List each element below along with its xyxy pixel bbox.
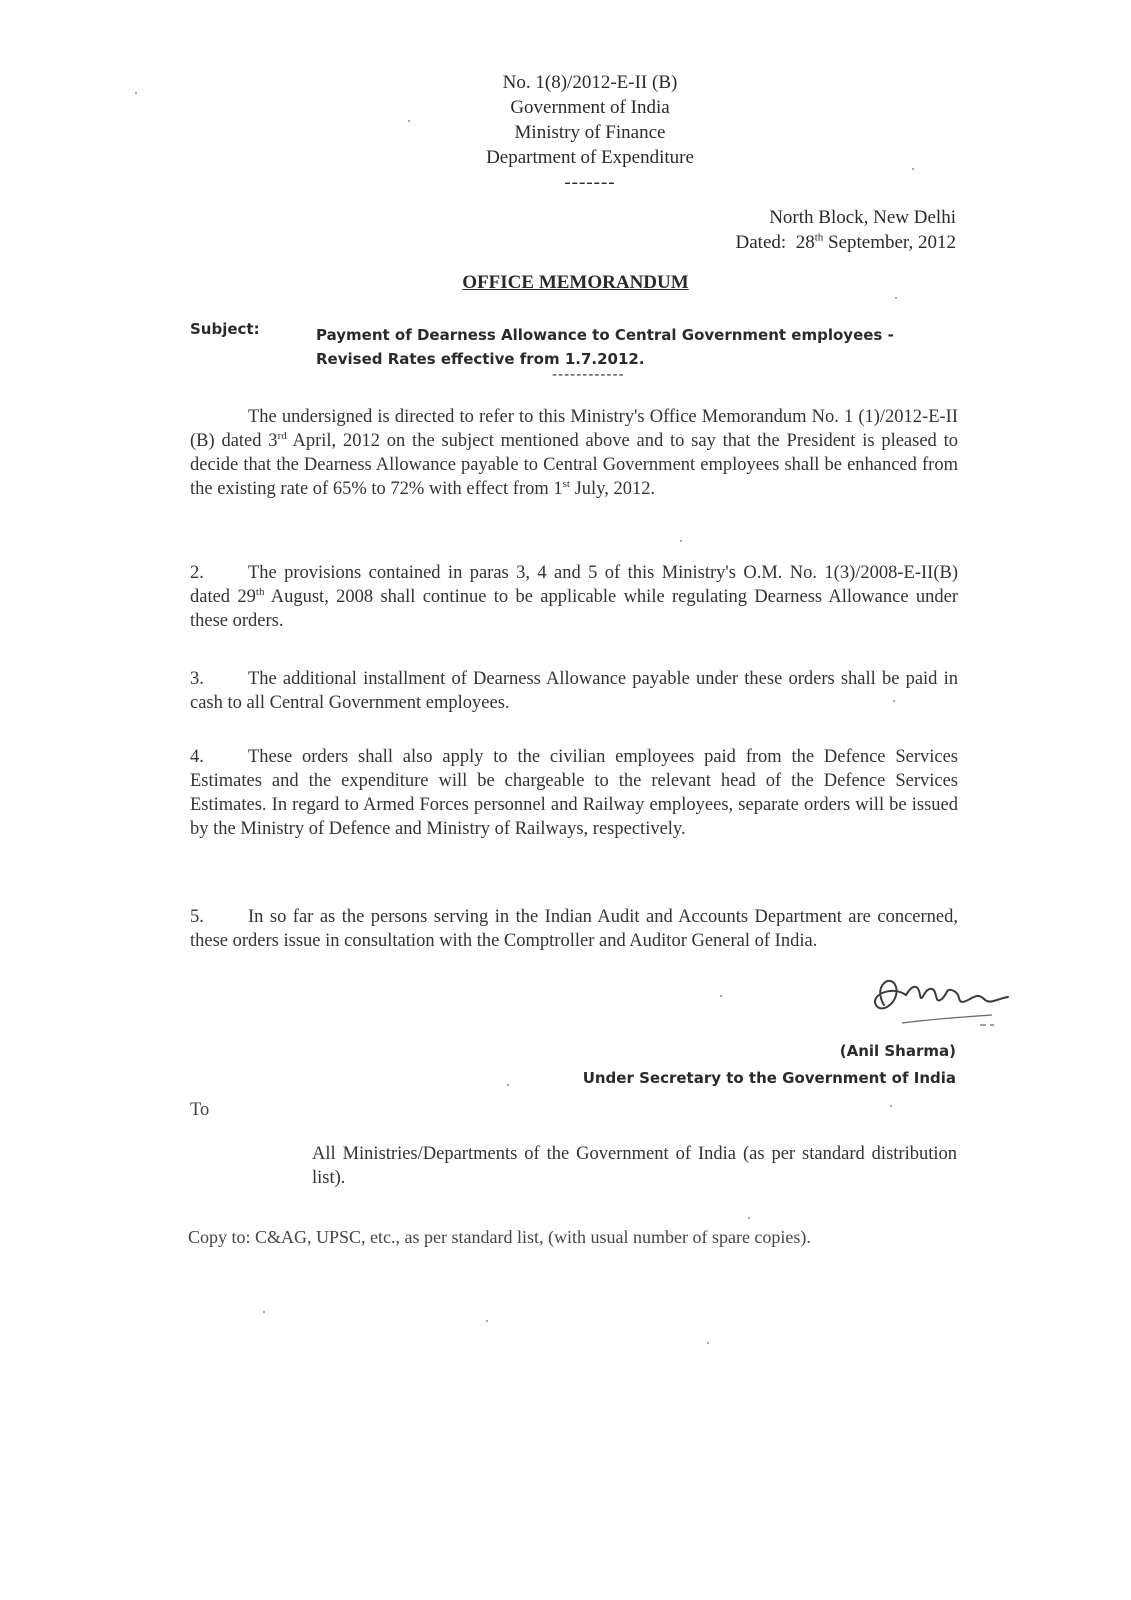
subject-text [316,323,916,371]
file-number: No. 1(8)/2012-E-II (B) [502,72,678,93]
government-name: Government of India [510,97,670,118]
scan-speck [748,1217,750,1219]
handwritten-signature [862,965,1022,1035]
paragraph-4-number: 4. [190,747,204,767]
paragraph-4 [190,745,958,841]
paragraph-1-text-c: July, 2012. [569,479,656,499]
paragraph-3-text: The additional installment of Dearness Allowance payable under these orders shall be paid in cash to all Central Government employees. [190,669,958,713]
scan-speck [707,1342,709,1344]
department-name: Department of Expenditure [486,147,694,168]
signatory-block [583,1038,956,1092]
scan-speck [680,540,682,542]
to-label: To [190,1100,210,1120]
paragraph-2-text-b: August, 2008 shall continue to be applicable while regulating Dearness Allowance under these orders. [190,587,958,631]
paragraph-2 [190,561,958,633]
header-separator: ------- [564,172,616,193]
scan-speck [507,1084,509,1086]
document-title: OFFICE MEMORANDUM [462,272,689,293]
paragraph-1-sup-2: st [562,477,570,490]
subject-label: Subject: [190,320,260,338]
place-date-block [736,205,956,255]
recipients-list: All Ministries/Departments of the Government of India (as per standard distribution list). [312,1144,957,1188]
signatory-designation: Under Secretary to the Government of India [582,1069,956,1087]
date-suffix: th [814,231,824,244]
ministry-name: Ministry of Finance [514,122,666,143]
scan-speck [890,1105,892,1107]
scan-speck [486,1320,488,1322]
paragraph-1-sup-1: rd [277,429,287,442]
issue-date [736,230,956,255]
scan-speck [895,297,897,299]
subject-separator: ------------ [552,367,625,383]
paragraph-1-text-a: The undersigned is directed to refer to this Ministry's Office Memorandum No. 1 (1)/2012-E-II (B) dated 3 [190,407,958,451]
scan-speck [912,168,914,170]
subject-line-2: Revised Rates effective from 1.7.2012. [316,350,645,368]
paragraph-1 [190,405,958,501]
paragraph-5-number: 5. [190,907,204,927]
issue-location: North Block, New Delhi [769,207,956,228]
scan-speck [720,995,722,997]
scan-speck [135,92,137,94]
date-rest: September, 2012 [828,232,956,253]
paragraph-3-number: 3. [190,669,204,689]
paragraph-3 [190,667,958,715]
signatory-name: (Anil Sharma) [839,1042,956,1060]
date-day: 28 [795,232,815,253]
paragraph-2-sup: th [255,585,265,598]
paragraph-4-text: These orders shall also apply to the civilian employees paid from the Defence Services Estimates and the expenditure will be chargeable to the relevant head of the Defence Services Estimates. In regard to Armed Forces personnel and Railway employees, separate orders will be issued by the Ministry of Defence and Ministry of Railways, respectively. [190,747,958,839]
subject-line-1: Payment of Dearness Allowance to Central Government employees - [316,326,894,344]
paragraph-2-text-a: The provisions contained in paras 3, 4 and 5 of this Ministry's O.M. No. 1(3)/2008-E-II(B) dated 29 [190,563,958,607]
scan-speck [263,1311,265,1313]
paragraph-5-text: In so far as the persons serving in the Indian Audit and Accounts Department are concerned, these orders issue in consultation with the Comptroller and Auditor General of India. [190,907,958,951]
date-label: Dated: [735,232,787,253]
letterhead [400,70,780,195]
paragraph-2-number: 2. [190,563,204,583]
paragraph-5 [190,905,958,953]
copy-to-line: Copy to: C&AG, UPSC, etc., as per standard list, (with usual number of spare copies). [188,1227,811,1247]
scan-speck [408,120,410,122]
scan-speck [893,700,895,702]
paragraph-1-text-b: April, 2012 on the subject mentioned above and to say that the President is pleased to decide that the Dearness Allowance payable to Central Government employees shall be enhanced from the existing rate of 65% to 72% with effect from 1 [190,431,958,499]
